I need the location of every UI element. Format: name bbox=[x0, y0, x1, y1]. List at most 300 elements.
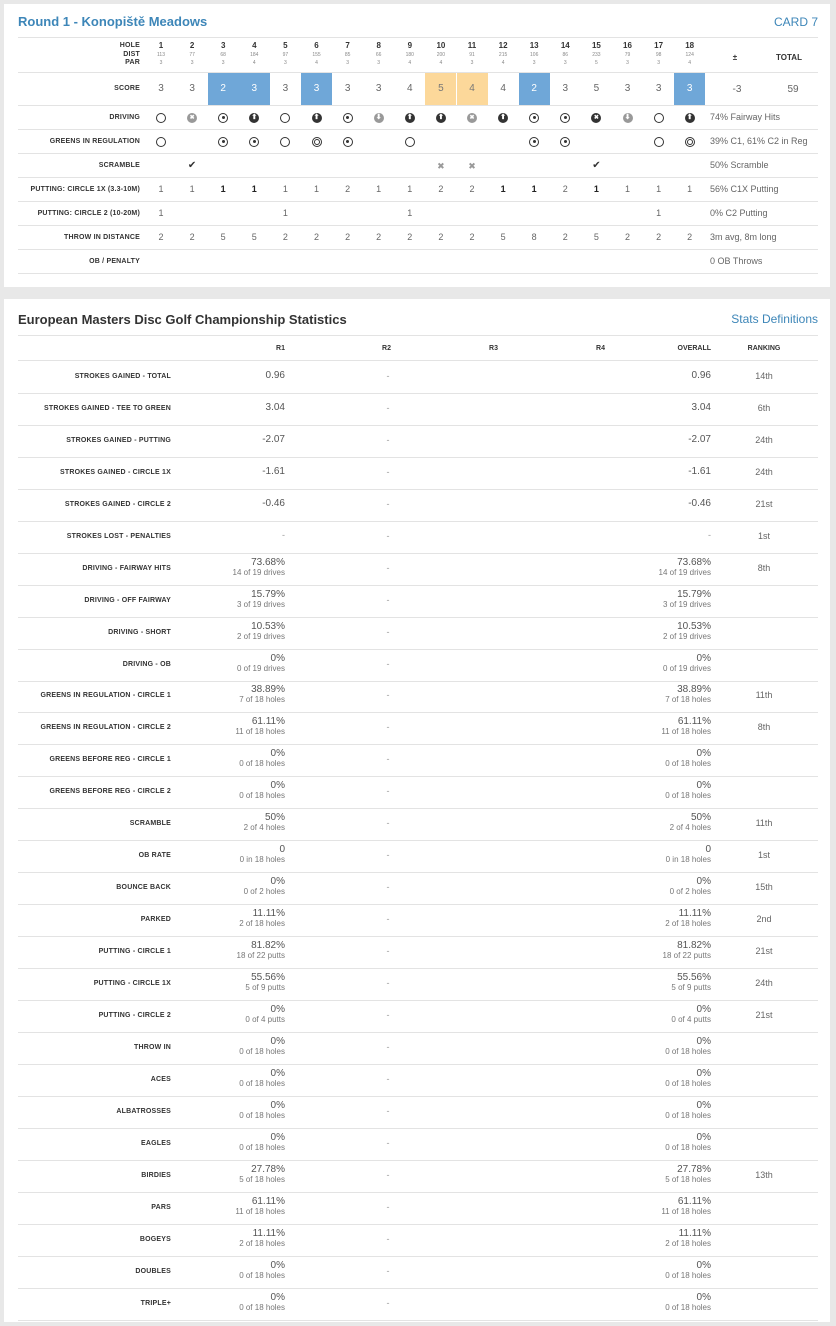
putting1x-cell: 1 bbox=[251, 183, 257, 194]
hole-number: 10 bbox=[436, 41, 446, 50]
stat-detail: 2 of 4 holes bbox=[669, 823, 711, 833]
row-divider bbox=[18, 808, 818, 809]
throwin-cell: 5 bbox=[251, 231, 257, 242]
stat-detail: 0 of 4 putts bbox=[671, 1014, 711, 1024]
scorecard-panel bbox=[4, 4, 830, 287]
hole-par: 3 bbox=[657, 60, 660, 66]
total-header: TOTAL bbox=[776, 53, 802, 62]
stat-detail: 11 of 18 holes bbox=[661, 1206, 711, 1216]
stat-label: STROKES GAINED - CIRCLE 1X bbox=[60, 468, 171, 476]
throwin-cell: 2 bbox=[189, 231, 195, 242]
ranking-value: 13th bbox=[755, 1169, 773, 1180]
r2-empty: - bbox=[386, 434, 390, 445]
scramble-row-label: SCRAMBLE bbox=[98, 161, 140, 169]
hole-par: 4 bbox=[688, 60, 692, 66]
stat-value: 3.04 bbox=[691, 401, 711, 413]
stat-detail: 5 of 9 putts bbox=[245, 983, 285, 993]
hole-par: 4 bbox=[408, 60, 412, 66]
hole-distance: 66 bbox=[375, 52, 382, 58]
hole-number: 9 bbox=[407, 41, 413, 50]
dot-circle-icon bbox=[560, 137, 570, 147]
r2-empty: - bbox=[386, 786, 390, 797]
row-divider bbox=[18, 1000, 818, 1001]
score-cell: 3 bbox=[239, 73, 270, 105]
hole-par: 4 bbox=[315, 60, 318, 66]
putting1x-cell: 1 bbox=[220, 183, 226, 194]
hole-number: 14 bbox=[560, 41, 570, 50]
stat-detail: 0 of 18 holes bbox=[665, 791, 711, 801]
stat-detail: 0 of 18 holes bbox=[239, 1302, 285, 1312]
row-divider bbox=[18, 521, 818, 522]
ranking-value: 24th bbox=[755, 434, 773, 445]
stat-detail: 11 of 18 holes bbox=[235, 727, 285, 737]
score-cell: 3 bbox=[344, 83, 351, 94]
putting2-cell: 1 bbox=[158, 207, 164, 218]
stat-value: -2.07 bbox=[262, 433, 285, 445]
ob-row-label: OB / PENALTY bbox=[89, 257, 140, 265]
hole-distance: 155 bbox=[312, 52, 321, 58]
hole-number: 13 bbox=[529, 41, 539, 50]
hole-distance: 98 bbox=[655, 52, 662, 58]
row-divider bbox=[18, 1032, 818, 1033]
stat-value: 0% bbox=[270, 1291, 285, 1303]
stat-value: 27.78% bbox=[251, 1163, 285, 1175]
stat-detail: 5 of 18 holes bbox=[239, 1174, 285, 1184]
stat-value: 10.53% bbox=[251, 620, 285, 632]
stat-label: SCRAMBLE bbox=[129, 820, 171, 828]
score-cell: 2 bbox=[519, 73, 550, 105]
stat-label: PUTTING - CIRCLE 1X bbox=[93, 980, 171, 988]
hole-par: 3 bbox=[470, 60, 474, 66]
row-divider bbox=[18, 129, 818, 130]
putting2-summary: 0% C2 Putting bbox=[710, 207, 768, 218]
card-link[interactable]: CARD 7 bbox=[773, 15, 818, 29]
throwin-cell: 2 bbox=[624, 231, 631, 242]
hole-number: 7 bbox=[345, 41, 350, 50]
ranking-value: 11th bbox=[755, 690, 773, 701]
row-divider bbox=[18, 1096, 818, 1097]
stat-value: 11.11% bbox=[252, 908, 285, 920]
stat-value: 27.78% bbox=[677, 1163, 711, 1175]
hole-distance: 113 bbox=[157, 52, 165, 58]
hole-distance: 233 bbox=[592, 52, 601, 58]
hole-distance: 77 bbox=[189, 52, 195, 58]
row-divider bbox=[18, 489, 818, 490]
row-divider bbox=[18, 425, 818, 426]
r2-empty: - bbox=[386, 1297, 390, 1308]
stat-value: 0% bbox=[696, 1003, 711, 1015]
stat-detail: 0 of 4 putts bbox=[245, 1014, 285, 1024]
score-cell: 2 bbox=[208, 73, 239, 105]
stat-value: - bbox=[282, 529, 285, 540]
hole-number: 15 bbox=[591, 41, 601, 50]
hole-number: 3 bbox=[220, 41, 226, 50]
x-icon: ✖ bbox=[437, 160, 445, 171]
hole-distance: 91 bbox=[469, 52, 475, 58]
throwin-cell: 2 bbox=[469, 231, 475, 242]
hole-par: 3 bbox=[626, 60, 629, 66]
hole-distance: 68 bbox=[220, 52, 226, 58]
arrow-up-icon: ⬆ bbox=[405, 113, 415, 123]
row-divider bbox=[18, 968, 818, 969]
plus-minus-header: ± bbox=[732, 53, 738, 62]
throwin-cell: 8 bbox=[531, 231, 537, 242]
hole-number: 6 bbox=[314, 41, 319, 50]
arrow-up-icon: ⬆ bbox=[685, 113, 695, 123]
row-divider bbox=[18, 872, 818, 873]
x-circle-icon: ✖ bbox=[187, 113, 197, 123]
stat-detail: 7 of 18 holes bbox=[665, 695, 711, 705]
throwin-cell: 2 bbox=[687, 231, 693, 242]
stat-value: -2.07 bbox=[688, 433, 711, 445]
stat-label: PARS bbox=[151, 1203, 171, 1211]
column-header-ranking: RANKING bbox=[747, 345, 781, 352]
stat-detail: 5 of 18 holes bbox=[665, 1174, 711, 1184]
arrow-up-icon: ⬆ bbox=[249, 113, 259, 123]
stat-value: 73.68% bbox=[251, 556, 285, 568]
stat-value: 11.11% bbox=[678, 1227, 711, 1239]
stat-value: 0% bbox=[696, 652, 711, 664]
stat-value: 55.56% bbox=[677, 972, 711, 984]
stat-value: 0 bbox=[705, 844, 711, 856]
stat-label: THROW IN bbox=[134, 1043, 171, 1051]
hole-par: 3 bbox=[159, 60, 163, 66]
arrow-down-icon: ⬇ bbox=[374, 113, 384, 123]
stat-detail: 5 of 9 putts bbox=[671, 983, 711, 993]
hole-distance: 106 bbox=[530, 52, 539, 58]
column-header-r2: R2 bbox=[382, 345, 391, 352]
hole-distance: 124 bbox=[685, 52, 694, 58]
hole-number: 16 bbox=[623, 41, 632, 50]
throwin-cell: 2 bbox=[407, 231, 413, 242]
stat-detail: 11 of 18 holes bbox=[235, 1206, 285, 1216]
hole-par: 4 bbox=[439, 60, 443, 66]
stat-value: 11.11% bbox=[678, 908, 711, 920]
stat-detail: 18 of 22 putts bbox=[662, 951, 711, 961]
score-cell: 3 bbox=[674, 73, 705, 105]
hole-par: 4 bbox=[252, 60, 256, 66]
double-circle-icon bbox=[685, 137, 695, 147]
score-cell: 3 bbox=[189, 83, 195, 94]
row-divider bbox=[18, 249, 818, 250]
row-divider bbox=[18, 273, 818, 274]
open-circle-icon bbox=[654, 137, 664, 147]
scramble-summary: 50% Scramble bbox=[710, 159, 769, 170]
hole-number: 11 bbox=[467, 41, 477, 50]
dot-circle-icon bbox=[529, 113, 539, 123]
stat-detail: 3 of 19 drives bbox=[662, 599, 711, 609]
row-divider bbox=[18, 1192, 818, 1193]
row-divider bbox=[18, 1256, 818, 1257]
stat-value: 0% bbox=[696, 1131, 711, 1143]
dot-circle-icon bbox=[560, 113, 570, 123]
gir-row-label: GREENS IN REGULATION bbox=[49, 137, 140, 145]
stat-label: DRIVING - OFF FAIRWAY bbox=[84, 596, 171, 604]
stat-value: 0% bbox=[696, 876, 711, 888]
dot-circle-icon bbox=[343, 137, 353, 147]
score-cell: 4 bbox=[457, 73, 488, 105]
r2-empty: - bbox=[386, 690, 390, 701]
ranking-value: 2nd bbox=[756, 914, 772, 925]
throwin-row-label: THROW IN DISTANCE bbox=[64, 233, 140, 241]
stat-detail: 7 of 18 holes bbox=[239, 695, 285, 705]
stat-detail: 0 of 18 holes bbox=[239, 791, 285, 801]
putting1x-cell: 1 bbox=[531, 183, 537, 194]
stat-detail: 0 of 18 holes bbox=[665, 1110, 711, 1120]
stat-label: BOGEYS bbox=[139, 1235, 171, 1243]
stats-title: European Masters Disc Golf Championship Statistics bbox=[18, 312, 347, 327]
stat-value: 55.56% bbox=[251, 972, 285, 984]
row-divider bbox=[18, 712, 818, 713]
score-row-label: SCORE bbox=[114, 85, 140, 92]
score-cell: 3 bbox=[158, 83, 164, 94]
open-circle-icon bbox=[280, 113, 290, 123]
throwin-cell: 5 bbox=[500, 231, 506, 242]
stat-label: DOUBLES bbox=[135, 1267, 171, 1275]
r2-empty: - bbox=[386, 850, 390, 861]
row-divider bbox=[18, 360, 818, 361]
stat-detail: 2 of 18 holes bbox=[239, 1238, 285, 1248]
stat-label: EAGLES bbox=[141, 1139, 171, 1147]
stat-value: 0% bbox=[696, 1259, 711, 1271]
stat-value: 0% bbox=[696, 1291, 711, 1303]
ranking-value: 24th bbox=[755, 466, 773, 477]
r2-empty: - bbox=[386, 882, 390, 893]
throwin-cell: 2 bbox=[438, 231, 444, 242]
row-divider bbox=[18, 553, 818, 554]
stat-value: 0% bbox=[696, 1035, 711, 1047]
stat-value: -0.46 bbox=[262, 497, 285, 509]
stat-detail: 18 of 22 putts bbox=[236, 951, 285, 961]
r2-empty: - bbox=[386, 1201, 390, 1212]
stat-value: 0% bbox=[696, 748, 711, 760]
stat-value: 50% bbox=[264, 812, 285, 824]
hole-number: 12 bbox=[498, 41, 508, 50]
score-cell: 3 bbox=[282, 83, 289, 94]
hole-distance: 215 bbox=[498, 52, 508, 58]
stat-value: 0 bbox=[279, 844, 285, 856]
putting1x-cell: 1 bbox=[593, 183, 599, 194]
throwin-cell: 2 bbox=[313, 231, 320, 242]
arrow-up-icon: ⬆ bbox=[436, 113, 446, 123]
r2-empty: - bbox=[386, 946, 390, 957]
stat-detail: 2 of 19 drives bbox=[662, 631, 711, 641]
stat-detail: 0 of 19 drives bbox=[662, 663, 711, 673]
row-divider bbox=[18, 335, 818, 336]
hole-distance: 180 bbox=[405, 52, 414, 58]
r2-empty: - bbox=[386, 562, 390, 573]
ranking-value: 14th bbox=[755, 370, 773, 381]
stat-value: 0.96 bbox=[265, 369, 285, 381]
stat-label: ALBATROSSES bbox=[116, 1107, 171, 1115]
row-divider bbox=[18, 1160, 818, 1161]
stat-detail: 3 of 19 drives bbox=[236, 599, 285, 609]
stat-value: - bbox=[708, 529, 711, 540]
putting2-cell: 1 bbox=[282, 207, 288, 218]
putting1x-cell: 1 bbox=[189, 183, 195, 194]
row-divider bbox=[18, 776, 818, 777]
putting1x-cell: 1 bbox=[376, 183, 382, 194]
stat-detail: 0 of 18 holes bbox=[665, 1302, 711, 1312]
putting1x-cell: 2 bbox=[469, 183, 475, 194]
putting1x-cell: 1 bbox=[313, 183, 320, 194]
hole-number: 4 bbox=[252, 41, 257, 50]
stat-label: GREENS IN REGULATION - CIRCLE 2 bbox=[40, 724, 171, 732]
row-divider bbox=[18, 201, 818, 202]
open-circle-icon bbox=[280, 137, 290, 147]
stat-value: 0% bbox=[270, 1131, 285, 1143]
stat-value: 73.68% bbox=[677, 556, 711, 568]
putting1x-cell: 1 bbox=[407, 183, 413, 194]
stat-label: GREENS IN REGULATION - CIRCLE 1 bbox=[40, 692, 171, 700]
stat-value: 50% bbox=[690, 812, 711, 824]
score-cell: 3 bbox=[624, 83, 631, 94]
r2-empty: - bbox=[386, 1041, 390, 1052]
open-circle-icon bbox=[654, 113, 664, 123]
hole-par: 4 bbox=[501, 60, 505, 66]
stat-label: BIRDIES bbox=[141, 1171, 171, 1179]
hole-distance: 97 bbox=[282, 52, 289, 58]
hole-par: 5 bbox=[595, 60, 598, 66]
dot-circle-icon bbox=[249, 137, 259, 147]
double-circle-icon bbox=[312, 137, 322, 147]
stat-detail: 2 of 4 holes bbox=[243, 823, 285, 833]
stat-detail: 0 of 18 holes bbox=[665, 1270, 711, 1280]
ob-summary: 0 OB Throws bbox=[710, 255, 763, 266]
hole-par: 3 bbox=[532, 60, 536, 66]
hole-distance: 86 bbox=[562, 52, 569, 58]
row-divider bbox=[18, 1224, 818, 1225]
dot-circle-icon bbox=[529, 137, 539, 147]
stat-value: 0% bbox=[270, 1067, 285, 1079]
hole-distance: 184 bbox=[250, 52, 259, 58]
putting1x-summary: 56% C1X Putting bbox=[710, 183, 779, 194]
dist-label: DIST bbox=[123, 51, 140, 58]
stat-detail: 2 of 18 holes bbox=[665, 1238, 711, 1248]
stat-detail: 0 of 18 holes bbox=[665, 1142, 711, 1152]
stat-detail: 0 of 18 holes bbox=[665, 1046, 711, 1056]
x-icon: ✖ bbox=[468, 160, 476, 171]
stat-detail: 0 of 19 drives bbox=[236, 663, 285, 673]
stat-detail: 0 in 18 holes bbox=[239, 855, 285, 865]
putting1x-cell: 2 bbox=[345, 183, 351, 194]
dot-circle-icon bbox=[218, 137, 228, 147]
row-divider bbox=[18, 744, 818, 745]
stat-value: 0% bbox=[270, 1099, 285, 1111]
check-icon: ✔ bbox=[187, 159, 197, 171]
putting1x-cell: 2 bbox=[562, 183, 568, 194]
stat-value: 61.11% bbox=[677, 716, 711, 728]
hole-number: 1 bbox=[158, 41, 164, 50]
r2-empty: - bbox=[386, 1137, 390, 1148]
ranking-value: 8th bbox=[757, 722, 771, 733]
hole-par: 3 bbox=[190, 60, 194, 66]
score-cell: 5 bbox=[425, 73, 456, 105]
stat-value: 0% bbox=[270, 748, 285, 760]
stat-label: ACES bbox=[150, 1075, 171, 1083]
hole-par: 3 bbox=[284, 60, 287, 66]
stat-label: OB RATE bbox=[138, 852, 171, 860]
putting1x-cell: 1 bbox=[158, 183, 164, 194]
stat-value: 0% bbox=[270, 1003, 285, 1015]
stat-value: 3.04 bbox=[265, 401, 285, 413]
row-divider bbox=[18, 904, 818, 905]
ranking-value: 6th bbox=[757, 402, 771, 413]
hole-par: 3 bbox=[346, 60, 349, 66]
r2-empty: - bbox=[386, 626, 390, 637]
r2-empty: - bbox=[386, 978, 390, 989]
ranking-value: 21st bbox=[755, 946, 773, 957]
hole-number: 2 bbox=[189, 41, 195, 50]
hole-distance: 79 bbox=[624, 52, 631, 58]
r2-empty: - bbox=[386, 1265, 390, 1276]
row-divider bbox=[18, 177, 818, 178]
row-divider bbox=[18, 225, 818, 226]
stat-value: -1.61 bbox=[262, 465, 285, 477]
stat-detail: 0 of 18 holes bbox=[239, 1046, 285, 1056]
r2-empty: - bbox=[386, 530, 390, 541]
stat-value: 38.89% bbox=[251, 684, 285, 696]
throwin-cell: 2 bbox=[158, 231, 164, 242]
row-divider bbox=[18, 585, 818, 586]
stat-label: PUTTING - CIRCLE 2 bbox=[98, 1011, 171, 1019]
stat-detail: 0 of 18 holes bbox=[239, 759, 285, 769]
stat-detail: 2 of 18 holes bbox=[665, 919, 711, 929]
x-circle-dark-icon: ✖ bbox=[591, 113, 601, 123]
scorecard-title: Round 1 - Konopiště Meadows bbox=[18, 14, 208, 29]
stat-label: DRIVING - SHORT bbox=[108, 628, 171, 636]
hole-distance: 85 bbox=[344, 52, 351, 58]
row-divider bbox=[18, 1128, 818, 1129]
driving-row-label: DRIVING bbox=[109, 113, 140, 121]
row-divider bbox=[18, 153, 818, 154]
score-cell: 3 bbox=[301, 73, 332, 105]
r2-empty: - bbox=[386, 498, 390, 509]
open-circle-icon bbox=[156, 137, 166, 147]
hole-label: HOLE bbox=[119, 42, 140, 49]
row-divider bbox=[18, 936, 818, 937]
x-circle-icon: ✖ bbox=[467, 113, 477, 123]
stat-value: 61.11% bbox=[251, 716, 285, 728]
ranking-value: 21st bbox=[755, 498, 773, 509]
stat-detail: 0 of 18 holes bbox=[239, 1270, 285, 1280]
stat-label: GREENS BEFORE REG - CIRCLE 2 bbox=[49, 788, 171, 796]
stat-value: 0% bbox=[270, 652, 285, 664]
stat-label: BOUNCE BACK bbox=[116, 884, 171, 892]
stat-detail: 11 of 18 holes bbox=[661, 727, 711, 737]
stat-value: 0% bbox=[270, 1035, 285, 1047]
putting1x-cell: 2 bbox=[438, 183, 444, 194]
r2-empty: - bbox=[386, 722, 390, 733]
stat-value: 0% bbox=[270, 780, 285, 792]
putting1x-cell: 1 bbox=[687, 183, 693, 194]
stat-value: 0% bbox=[270, 1259, 285, 1271]
r2-empty: - bbox=[386, 1169, 390, 1180]
stat-value: 38.89% bbox=[677, 684, 711, 696]
stat-value: 61.11% bbox=[251, 1195, 285, 1207]
ranking-value: 1st bbox=[757, 850, 771, 861]
stat-value: 0% bbox=[696, 780, 711, 792]
row-divider bbox=[18, 681, 818, 682]
putting1x-cell: 1 bbox=[656, 183, 662, 194]
arrow-down-icon: ⬇ bbox=[623, 113, 633, 123]
stat-label: PUTTING - CIRCLE 1 bbox=[98, 948, 171, 956]
throwin-cell: 2 bbox=[562, 231, 568, 242]
hole-par: 3 bbox=[221, 60, 225, 66]
stats-definitions-link[interactable]: Stats Definitions bbox=[731, 312, 818, 326]
ranking-value: 8th bbox=[757, 562, 771, 573]
stat-label: STROKES GAINED - PUTTING bbox=[66, 436, 171, 444]
